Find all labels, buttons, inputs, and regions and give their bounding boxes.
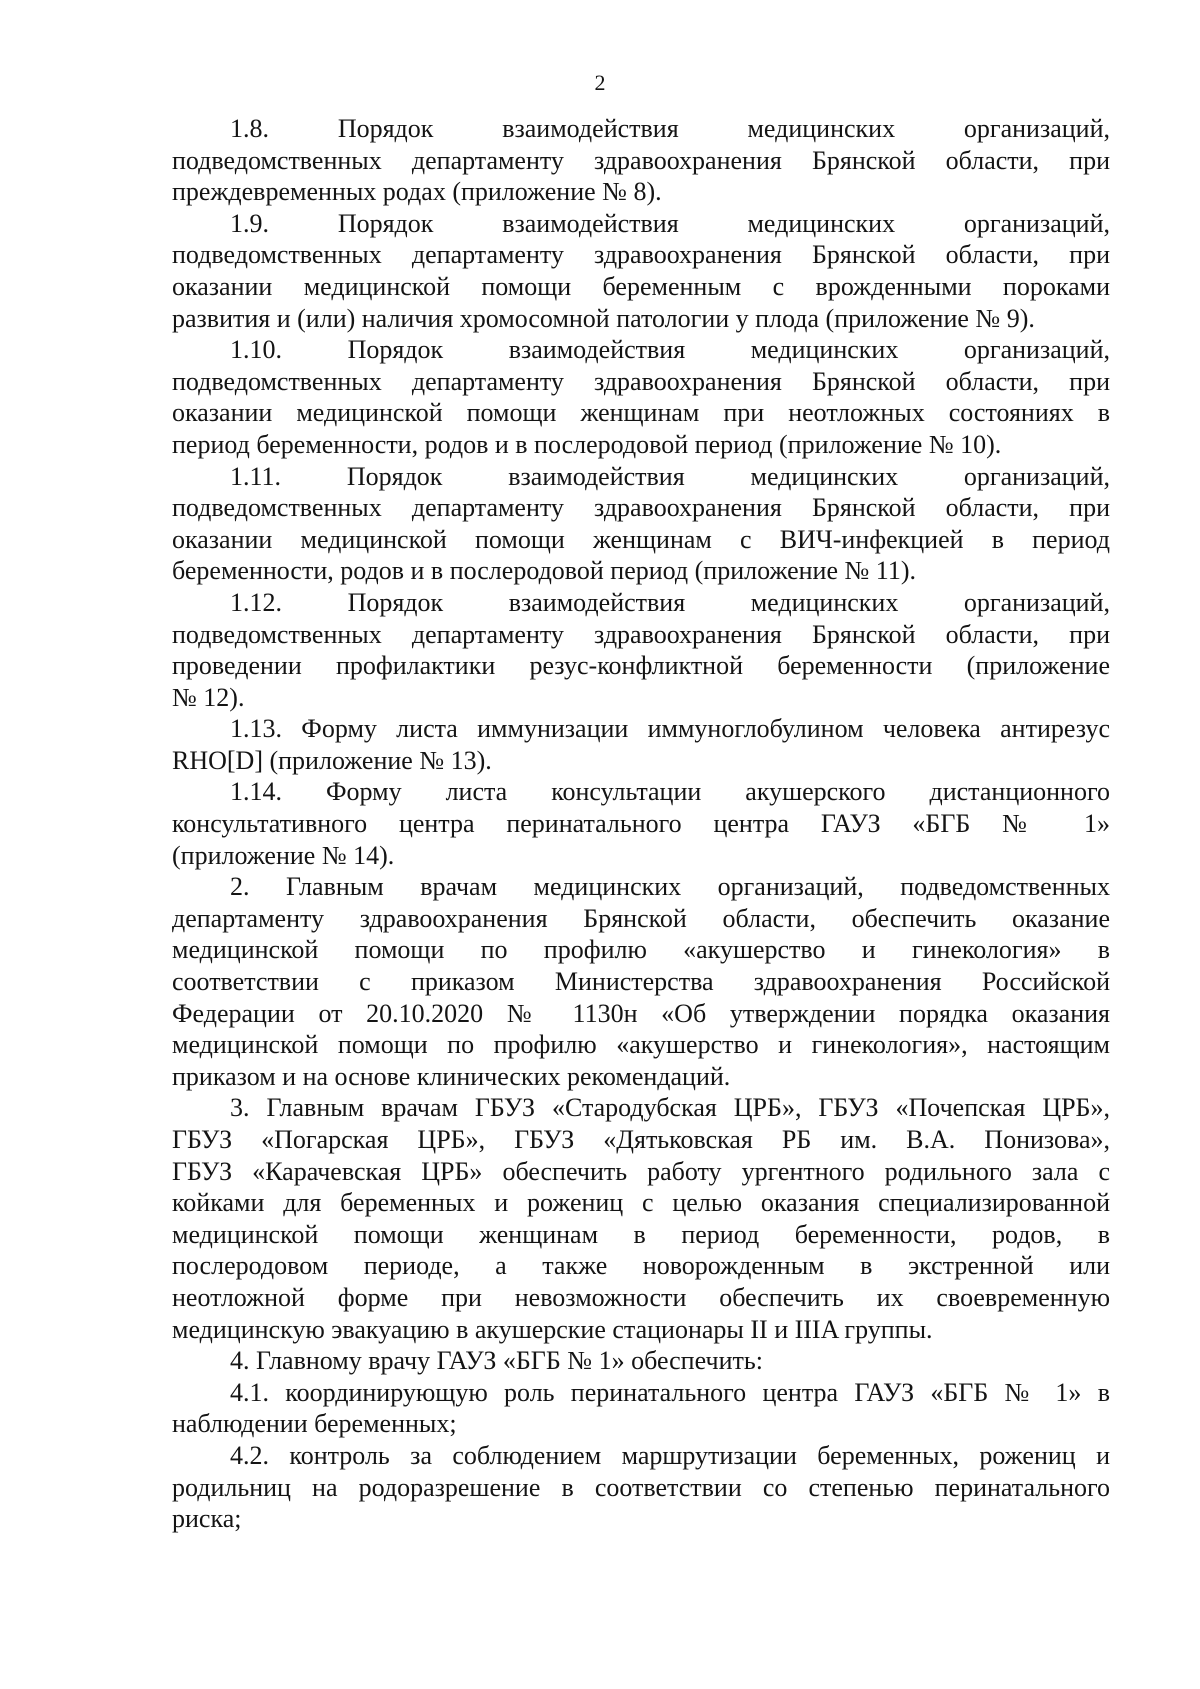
text-line: неотложной форме при невозможности обеспечить их своевременную <box>172 1282 1110 1312</box>
text-line: 4. Главному врачу ГАУЗ «БГБ № 1» обеспечить: <box>230 1346 763 1376</box>
text-line: медицинской помощи женщинам в период беременности, родов, в <box>172 1219 1110 1249</box>
text-line: подведомственных департаменту здравоохранения Брянской области, при <box>172 366 1110 396</box>
text-line: период беременности, родов и в послеродовой период (приложение № 10). <box>172 429 1002 459</box>
document-body <box>172 113 1110 1535</box>
text-line: преждевременных родах (приложение № 8). <box>172 177 662 207</box>
text-line: Федерации от 20.10.2020 № 1130н «Об утверждении порядка оказания <box>172 998 1110 1028</box>
text-line: медицинской помощи по профилю «акушерство и гинекология» в <box>172 935 1110 965</box>
text-line: 1.10. Порядок взаимодействия медицинских организаций, <box>230 335 1110 365</box>
text-line: соответствии с приказом Министерства здравоохранения Российской <box>172 967 1110 997</box>
text-line: койками для беременных и рожениц с целью оказания специализированной <box>172 1188 1110 1218</box>
text-line: родильниц на родоразрешение в соответствии со степенью перинатального <box>172 1472 1110 1502</box>
text-line: подведомственных департаменту здравоохранения Брянской области, при <box>172 240 1110 270</box>
text-line: приказом и на основе клинических рекомендаций. <box>172 1061 731 1091</box>
text-line: 2. Главным врачам медицинских организаций, подведомственных <box>230 872 1110 902</box>
text-line: 1.11. Порядок взаимодействия медицинских организаций, <box>230 461 1110 491</box>
text-line: медицинскую эвакуацию в акушерские стационары II и IIIA группы. <box>172 1314 933 1344</box>
text-line: (приложение № 14). <box>172 840 395 870</box>
text-line: оказании медицинской помощи беременным с врожденными пороками <box>172 271 1110 301</box>
text-line: риска; <box>172 1504 242 1534</box>
text-line: подведомственных департаменту здравоохранения Брянской области, при <box>172 493 1110 523</box>
text-line: ГБУЗ «Погарская ЦРБ», ГБУЗ «Дятьковская РБ им. В.А. Понизова», <box>172 1125 1110 1154</box>
text-line: 4.1. координирующую роль перинатального центра ГАУЗ «БГБ № 1» в <box>230 1377 1110 1407</box>
text-line: департаменту здравоохранения Брянской области, обеспечить оказание <box>172 903 1110 933</box>
text-line: подведомственных департаменту здравоохранения Брянской области, при <box>172 619 1110 649</box>
page-number: 2 <box>594 70 606 95</box>
text-line: подведомственных департаменту здравоохранения Брянской области, при <box>172 145 1110 175</box>
text-line: 3. Главным врачам ГБУЗ «Стародубская ЦРБ», ГБУЗ «Почепская ЦРБ», <box>230 1093 1110 1123</box>
text-line: беременности, родов и в послеродовой период (приложение № 11). <box>172 556 916 586</box>
text-line: оказании медицинской помощи женщинам при неотложных состояниях в <box>172 398 1110 428</box>
text-line: медицинской помощи по профилю «акушерство и гинекология», настоящим <box>172 1030 1110 1060</box>
text-line: наблюдении беременных; <box>172 1409 457 1439</box>
text-line: RHO[D] (приложение № 13). <box>172 745 492 775</box>
text-line: 1.12. Порядок взаимодействия медицинских организаций, <box>230 587 1110 617</box>
text-line: 4.2. контроль за соблюдением маршрутизации беременных, рожениц и <box>230 1440 1110 1470</box>
text-line: оказании медицинской помощи женщинам с ВИЧ-инфекцией в период <box>172 524 1110 554</box>
text-line: проведении профилактики резус-конфликтной беременности (приложение <box>172 651 1110 681</box>
text-line: ГБУЗ «Карачевская ЦРБ» обеспечить работу ургентного родильного зала с <box>172 1156 1110 1186</box>
text-line: № 12). <box>172 682 245 712</box>
text-line: послеродовом периоде, а также новорожденным в экстренной или <box>172 1251 1110 1281</box>
text-line: 1.14. Форму листа консультации акушерского дистанционного <box>230 777 1110 807</box>
text-line: 1.13. Форму листа иммунизации иммуноглобулином человека антирезус <box>230 714 1110 744</box>
text-line: 1.9. Порядок взаимодействия медицинских организаций, <box>230 208 1110 238</box>
text-line: 1.8. Порядок взаимодействия медицинских организаций, <box>230 114 1110 143</box>
text-line: консультативного центра перинатального центра ГАУЗ «БГБ № 1» <box>172 809 1110 839</box>
text-line: развития и (или) наличия хромосомной патологии у плода (приложение № 9). <box>172 303 1035 333</box>
